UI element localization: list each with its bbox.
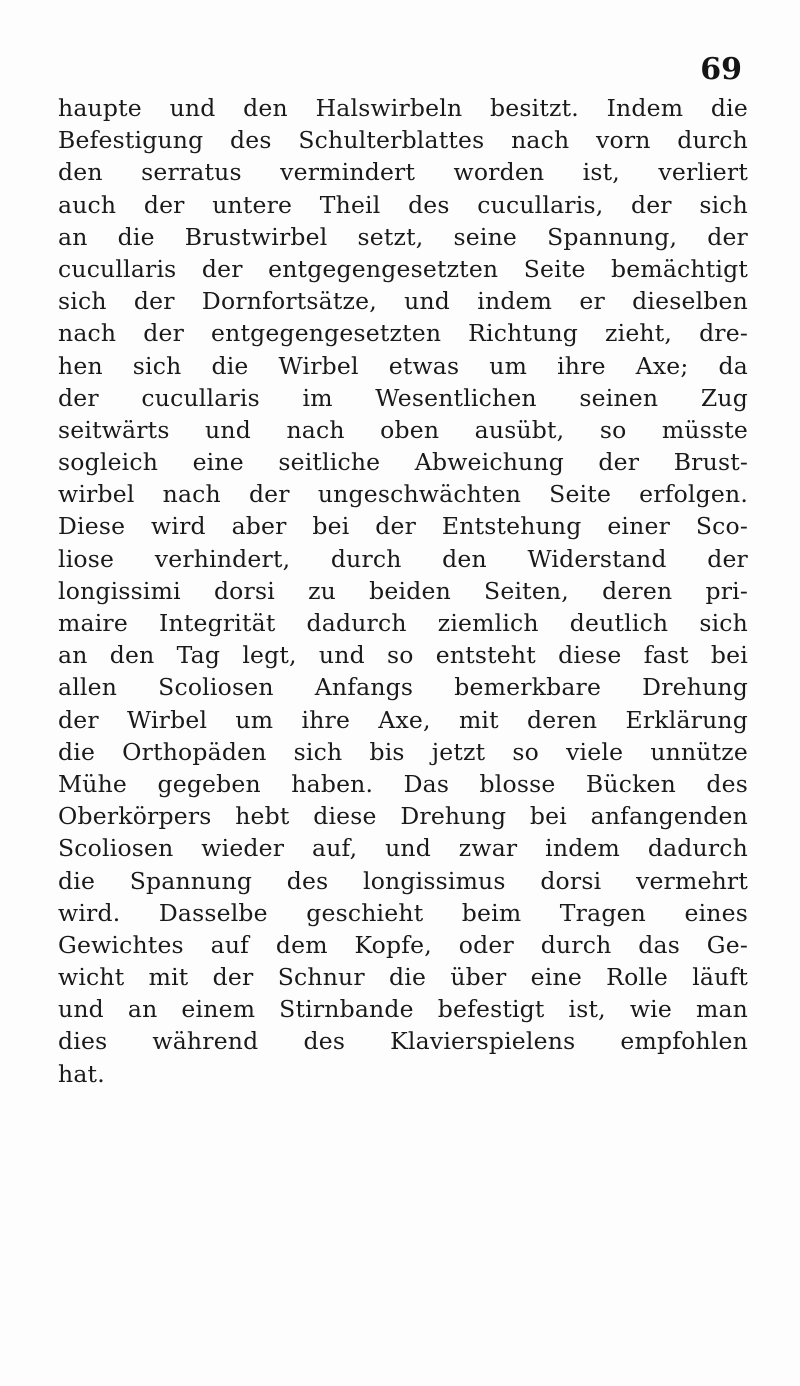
text-line: Scoliosen wieder auf, und zwar indem dadurch bbox=[58, 834, 748, 863]
text-line: maire Integrität dadurch ziemlich deutlich sich bbox=[58, 609, 748, 637]
text-line: und an einem Stirnbande befestigt ist, wie man bbox=[58, 995, 748, 1024]
text-line: sich der Dornfortsätze, und indem er dieselben bbox=[58, 287, 748, 316]
text-line: Oberkörpers hebt diese Drehung bei anfangenden bbox=[58, 802, 748, 831]
page-number: 69 bbox=[700, 52, 742, 87]
text-line: hat. bbox=[58, 1059, 105, 1088]
text-line: der Wirbel um ihre Axe, mit deren Erklärung bbox=[58, 705, 748, 734]
text-line: cucullaris der entgegengesetzten Seite bemächtigt bbox=[58, 254, 748, 283]
text-line: wirbel nach der ungeschwächten Seite erfolgen. bbox=[58, 480, 748, 509]
text-line: an die Brustwirbel setzt, seine Spannung, der bbox=[58, 222, 748, 251]
text-line: wicht mit der Schnur die über eine Rolle läuft bbox=[58, 963, 748, 992]
text-line: wird. Dasselbe geschieht beim Tragen eines bbox=[58, 898, 748, 927]
text-line: liose verhindert, durch den Widerstand der bbox=[58, 544, 748, 573]
text-line: longissimi dorsi zu beiden Seiten, deren pri- bbox=[58, 576, 748, 605]
text-line: auch der untere Theil des cucullaris, der sich bbox=[58, 190, 748, 219]
text-line: sogleich eine seitliche Abweichung der Brust- bbox=[58, 448, 748, 477]
text-line: Mühe gegeben haben. Das blosse Bücken des bbox=[58, 769, 748, 798]
text-line: Diese wird aber bei der Entstehung einer Sco- bbox=[58, 512, 748, 541]
text-line: die Orthopäden sich bis jetzt so viele unnütze bbox=[58, 737, 748, 766]
text-line: der cucullaris im Wesentlichen seinen Zug bbox=[58, 383, 748, 412]
text-line: an den Tag legt, und so entsteht diese fast bei bbox=[58, 641, 748, 670]
text-line: allen Scoliosen Anfangs bemerkbare Drehung bbox=[58, 673, 748, 702]
text-line: Gewichtes auf dem Kopfe, oder durch das Ge- bbox=[58, 930, 748, 959]
text-line: dies während des Klavierspielens empfohlen bbox=[58, 1027, 748, 1056]
text-line: Befestigung des Schulterblattes nach vorn durch bbox=[58, 126, 748, 155]
text-line: den serratus vermindert worden ist, verliert bbox=[58, 158, 748, 187]
text-line: seitwärts und nach oben ausübt, so müsste bbox=[58, 415, 748, 444]
text-line: hen sich die Wirbel etwas um ihre Axe; da bbox=[58, 351, 748, 380]
body-text bbox=[58, 92, 748, 1090]
text-line: die Spannung des longissimus dorsi vermehrt bbox=[58, 866, 748, 895]
text-line: nach der entgegengesetzten Richtung zieht, dre- bbox=[58, 319, 748, 348]
text-line: haupte und den Halswirbeln besitzt. Indem die bbox=[58, 94, 748, 122]
